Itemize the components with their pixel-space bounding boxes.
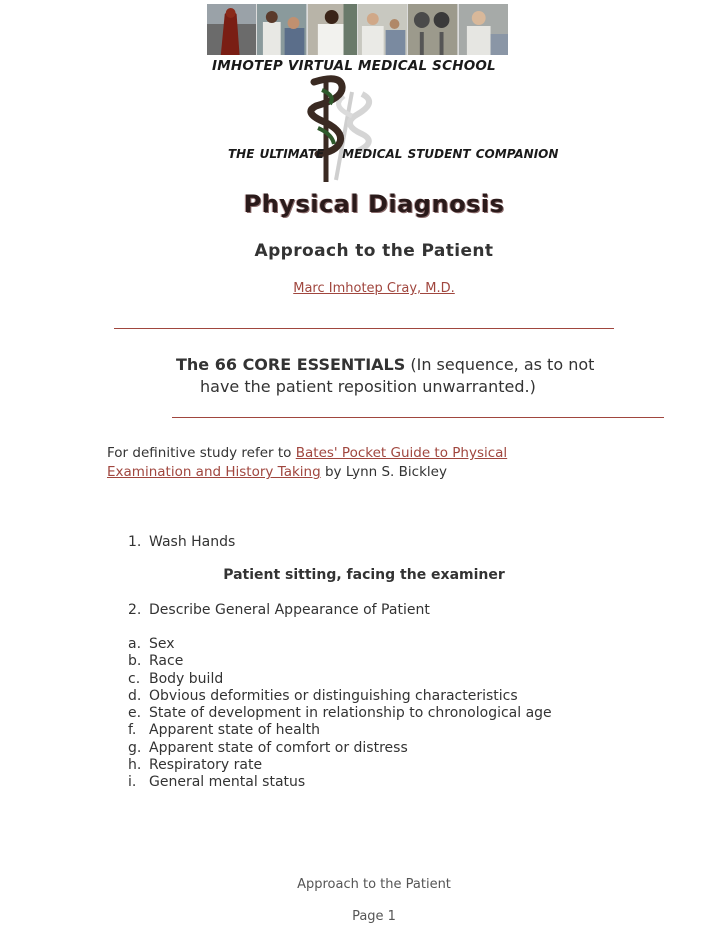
list-item-letter: g. <box>128 739 142 756</box>
list-item-text: Race <box>149 653 184 670</box>
step-2 <box>128 602 430 618</box>
core-essentials-note-1: (In sequence, as to not <box>405 355 595 374</box>
tagline-left: THE ULTIMATE <box>228 147 325 161</box>
core-essentials-bold: The 66 CORE ESSENTIALS <box>176 355 406 374</box>
list-item <box>128 757 628 774</box>
divider-top <box>114 328 614 329</box>
list-item <box>128 740 628 757</box>
step-2-number: 2. <box>128 602 142 618</box>
list-item-text: Obvious deformities or distinguishing characteristics <box>149 687 518 704</box>
doctor-patient-photo <box>257 4 306 55</box>
list-item <box>128 688 628 705</box>
list-item-text: Body build <box>149 670 224 687</box>
header-photo-banner <box>207 4 508 55</box>
divider-bottom <box>172 417 664 418</box>
tagline-right: MEDICAL STUDENT COMPANION <box>342 147 559 161</box>
core-essentials-note-2: have the patient reposition unwarranted.) <box>200 377 536 396</box>
list-item <box>128 636 628 653</box>
reference-suffix: by Lynn S. Bickley <box>320 464 447 480</box>
list-item <box>128 774 628 791</box>
list-item-text: Respiratory rate <box>149 757 263 774</box>
list-item-text: General mental status <box>149 774 306 791</box>
list-item-letter: a. <box>128 636 142 652</box>
step-2-text: Describe General Appearance of Patient <box>149 602 430 618</box>
footer-page-number: Page 1 <box>352 909 396 924</box>
list-item-letter: i. <box>128 774 137 791</box>
list-item <box>128 653 628 670</box>
list-item <box>128 671 628 688</box>
list-item <box>128 705 628 722</box>
list-item-letter: e. <box>128 705 142 722</box>
step-1 <box>128 534 235 550</box>
caduceus-logo <box>300 72 380 184</box>
list-item-letter: h. <box>128 757 142 774</box>
instruments-photo <box>408 4 457 55</box>
school-name: IMHOTEP VIRTUAL MEDICAL SCHOOL <box>212 58 496 74</box>
step-1-number: 1. <box>128 534 142 550</box>
list-item-text: Apparent state of health <box>149 722 320 739</box>
step-1-text: Wash Hands <box>149 534 236 550</box>
reference-link-line-1[interactable]: Bates' Pocket Guide to Physical <box>295 445 508 461</box>
reference-link-line-2[interactable]: Examination and History Taking <box>107 464 321 480</box>
reference-paragraph <box>107 444 667 482</box>
examination-photo <box>358 4 407 55</box>
document-title: Physical Diagnosis <box>243 190 505 218</box>
list-item-letter: f. <box>128 722 137 739</box>
list-item-text: Sex <box>149 636 175 652</box>
tagline <box>228 147 559 161</box>
document-subtitle: Approach to the Patient <box>254 241 494 261</box>
statue-photo <box>207 4 256 55</box>
elder-patient-photo <box>459 4 508 55</box>
list-item-letter: c. <box>128 670 141 687</box>
list-item <box>128 722 628 739</box>
footer-running-title: Approach to the Patient <box>297 877 451 892</box>
core-essentials-heading <box>176 354 646 398</box>
list-item-letter: b. <box>128 653 142 670</box>
reference-prefix: For definitive study refer to <box>107 445 296 461</box>
list-item-letter: d. <box>128 687 142 704</box>
author-link[interactable]: Marc Imhotep Cray, M.D. <box>293 281 455 296</box>
appearance-sub-list <box>128 636 628 792</box>
section-heading: Patient sitting, facing the examiner <box>223 567 505 583</box>
list-item-text: State of development in relationship to chronological age <box>149 705 552 722</box>
physician-photo <box>308 4 357 55</box>
list-item-text: Apparent state of comfort or distress <box>149 739 408 756</box>
